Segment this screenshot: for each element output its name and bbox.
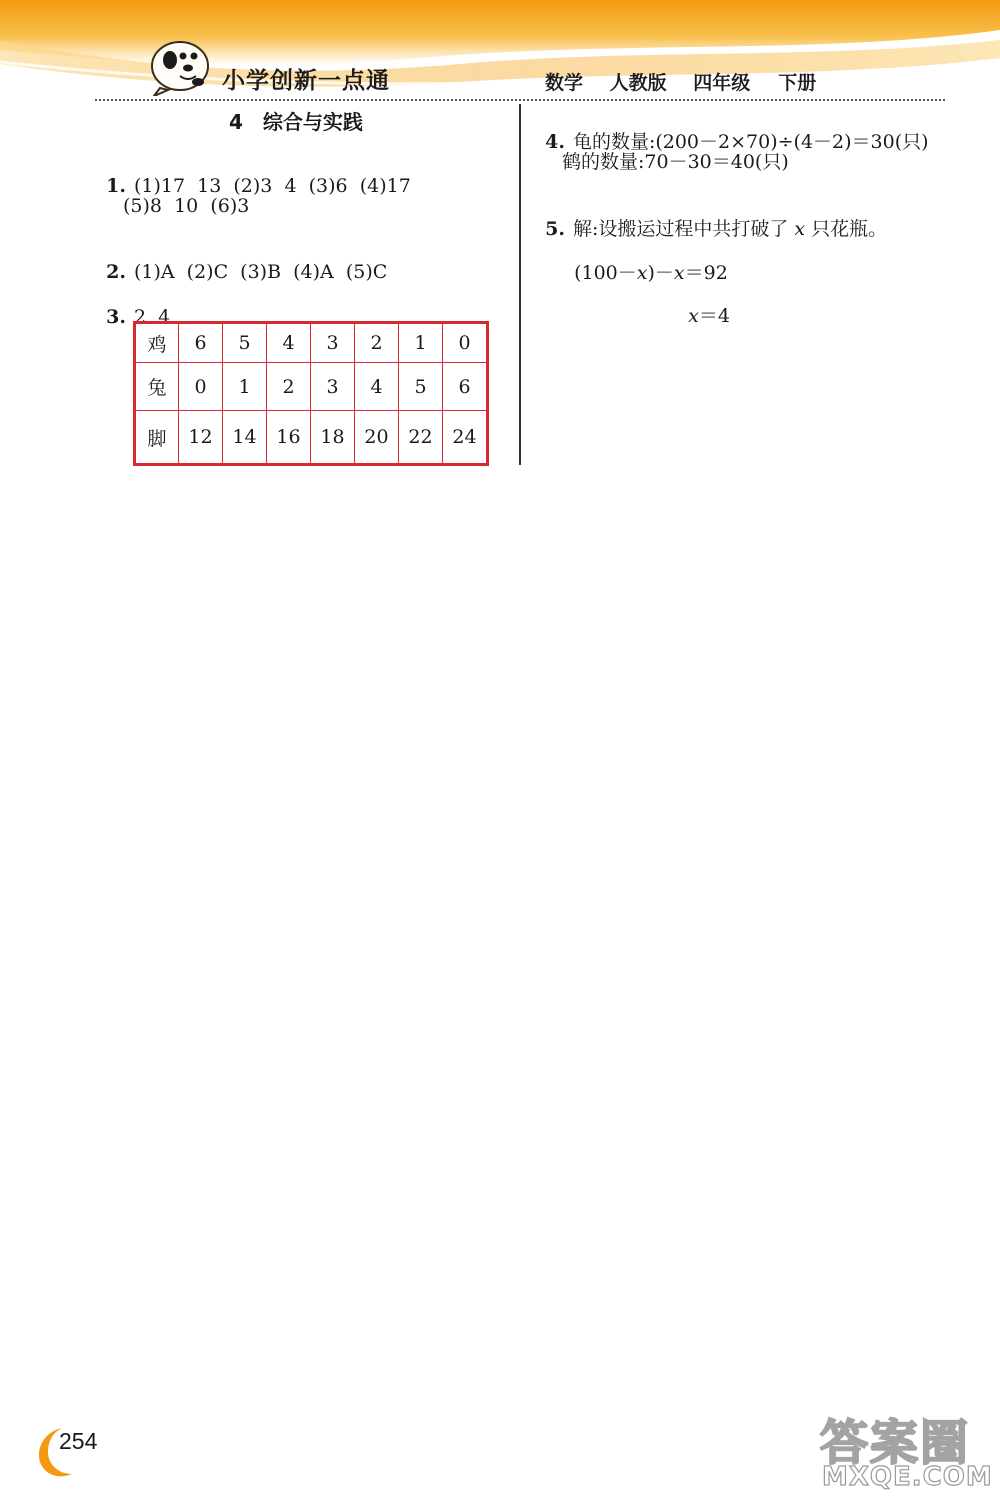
question-4-number: 4.: [545, 131, 565, 153]
table-cell: 0: [179, 363, 223, 411]
variable-x: x: [636, 262, 648, 284]
edition-label: 人教版: [609, 72, 667, 94]
question-4-line-1: [533, 106, 929, 154]
table-cell: 1: [399, 323, 443, 363]
section-number: 4: [229, 110, 243, 134]
table-cell: 5: [399, 363, 443, 411]
question-1-number: 1.: [106, 175, 126, 197]
question-4-answer-1: 龟的数量:(200－2×70)÷(4－2)＝30(只): [572, 131, 929, 153]
table-cell: 20: [355, 411, 399, 465]
question-5-equation-1: [562, 237, 728, 285]
table-cell: 1: [223, 363, 267, 411]
table-row-label: 兔: [135, 363, 179, 411]
table-cell: 3: [311, 323, 355, 363]
book-info: [545, 68, 816, 95]
section-heading: [229, 106, 363, 135]
table-cell: 6: [179, 323, 223, 363]
column-divider: [519, 104, 521, 465]
table-row-label: 脚: [135, 411, 179, 465]
table-cell: 5: [223, 323, 267, 363]
page-number: 254: [59, 1428, 98, 1454]
question-1-answer-1: (1)17 13 (2)3 4 (3)6 (4)17: [133, 175, 411, 197]
question-4-line-2: 鹤的数量:70－30＝40(只): [562, 151, 789, 173]
question-1-line-2: (5)8 10 (6)3: [123, 195, 250, 217]
chicken-rabbit-table: [133, 321, 489, 466]
table-cell: 0: [443, 323, 488, 363]
table-cell: 4: [355, 363, 399, 411]
question-2-answer: (1)A (2)C (3)B (4)A (5)C: [133, 261, 388, 283]
series-title: 小学创新一点通: [222, 68, 390, 94]
section-title: 综合与实践: [262, 110, 363, 134]
watermark: [820, 1404, 996, 1496]
question-5-number: 5.: [545, 218, 565, 240]
table-cell: 22: [399, 411, 443, 465]
table-cell: 2: [355, 323, 399, 363]
table-cell: 14: [223, 411, 267, 465]
table-cell: 16: [267, 411, 311, 465]
equation-part: ＝4: [698, 305, 730, 327]
table-row-feet: [135, 411, 488, 465]
subject-label: 数学: [545, 72, 584, 94]
volume-label: 下册: [778, 72, 817, 94]
question-3-number: 3.: [106, 306, 126, 328]
question-2-number: 2.: [106, 261, 126, 283]
table-cell: 4: [267, 323, 311, 363]
table-row-label: 鸡: [135, 323, 179, 363]
variable-x: x: [688, 305, 699, 327]
question-5-equation-2: [676, 280, 730, 328]
variable-x: x: [673, 262, 685, 284]
table-row-chicken: [135, 323, 488, 363]
grade-label: 四年级: [693, 72, 751, 94]
table-cell: 3: [311, 363, 355, 411]
question-5-setup-pre: 解:设搬运过程中共打破了: [572, 218, 795, 240]
variable-x: x: [794, 218, 806, 240]
equation-part: )－: [647, 262, 674, 284]
table-cell: 12: [179, 411, 223, 465]
question-5-setup-post: 只花瓶。: [805, 218, 888, 240]
question-1-line-1: [94, 150, 411, 198]
table-cell: 18: [311, 411, 355, 465]
question-5-line-1: [533, 193, 887, 241]
watermark-url: MXQE.COM: [822, 1462, 993, 1492]
table-cell: 2: [267, 363, 311, 411]
table-row-rabbit: [135, 363, 488, 411]
header-divider: [95, 99, 945, 101]
equation-part: (100－: [574, 262, 637, 284]
watermark-logo-text: 答案圈: [820, 1415, 971, 1471]
question-2-line: [94, 236, 387, 284]
question-3-answer: 2 4: [133, 306, 171, 328]
mascot-dog-icon: [150, 38, 214, 96]
equation-part: ＝92: [684, 262, 728, 284]
table-cell: 24: [443, 411, 488, 465]
table-cell: 6: [443, 363, 488, 411]
